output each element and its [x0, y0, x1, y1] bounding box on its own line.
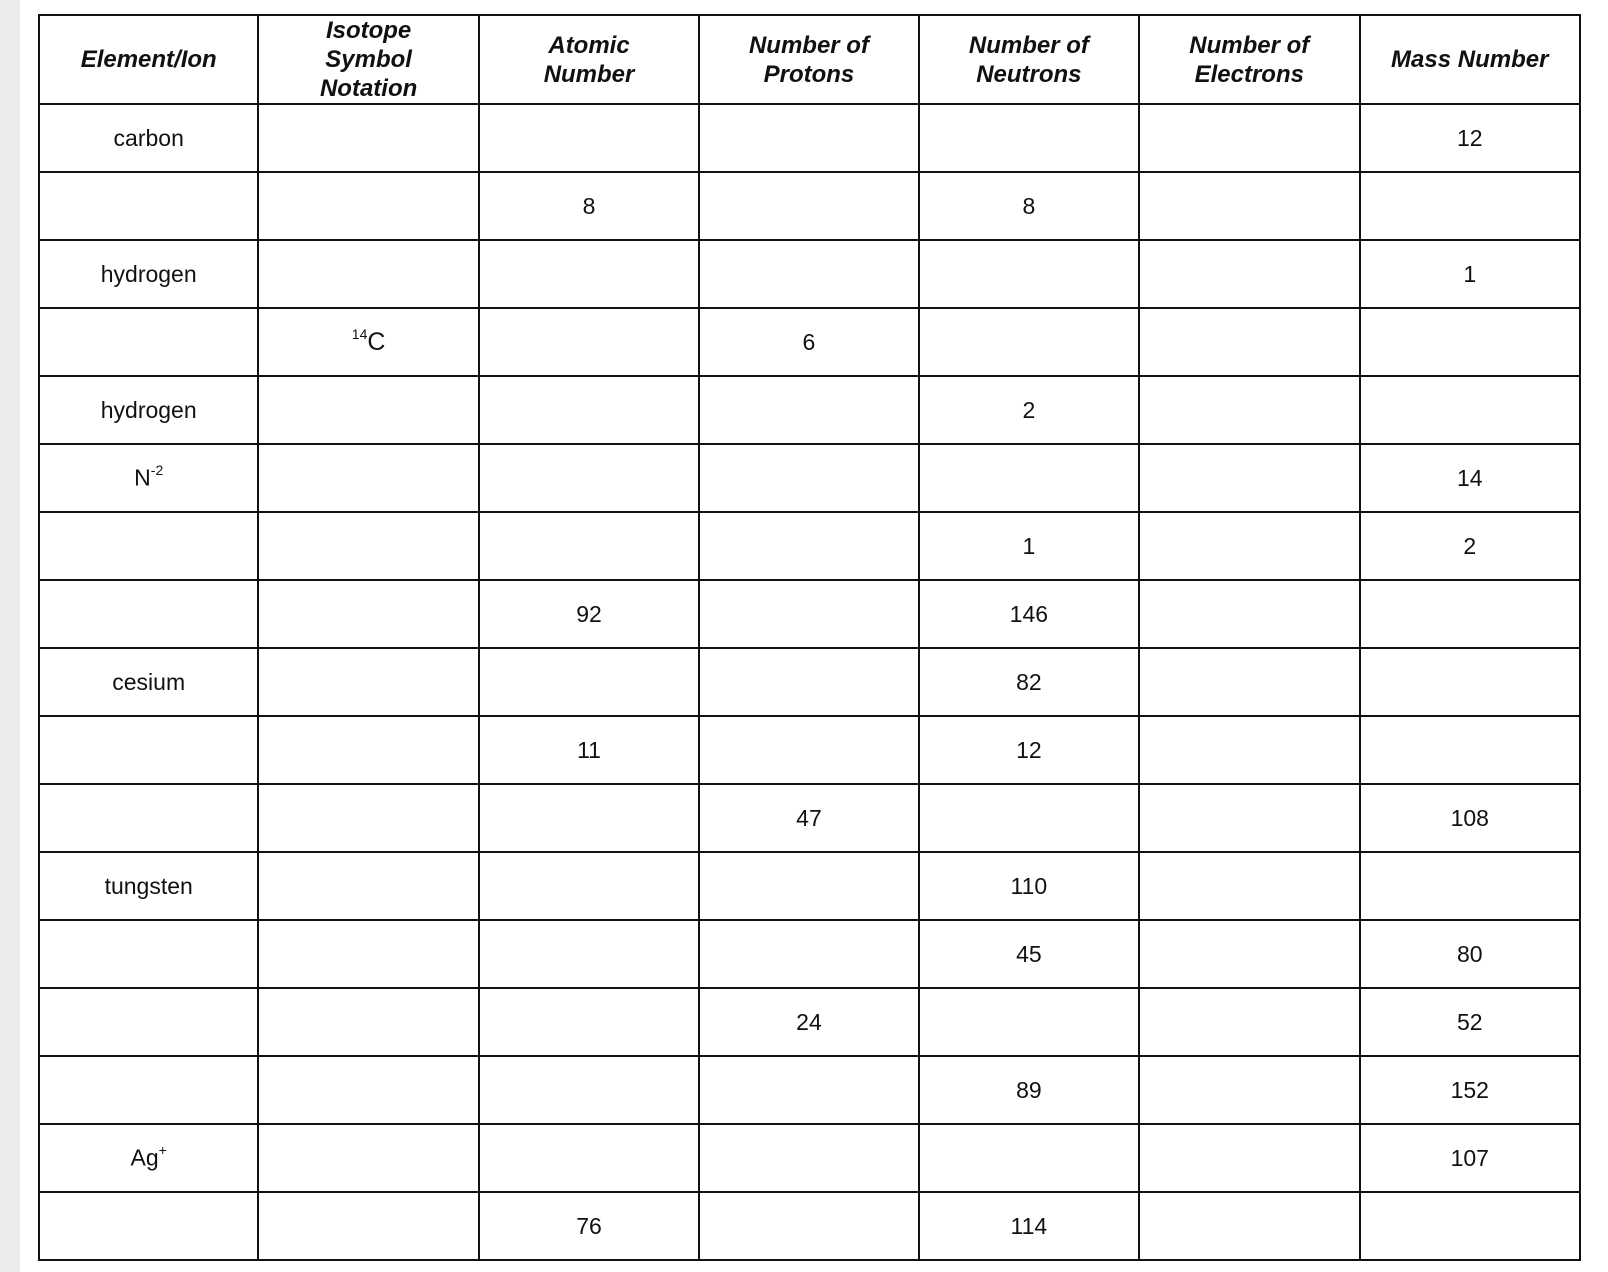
- cell-element[interactable]: [39, 784, 258, 852]
- cell-protons[interactable]: [699, 852, 918, 920]
- cell-isotope-symbol[interactable]: [258, 1056, 478, 1124]
- table-row: [39, 512, 1580, 580]
- table-row: [39, 1192, 1580, 1260]
- cell-element[interactable]: [39, 240, 258, 308]
- cell-atomic-number[interactable]: [479, 920, 699, 988]
- ion-charge: -2: [150, 462, 164, 479]
- cell-element[interactable]: [39, 172, 258, 240]
- cell-atomic-number[interactable]: [479, 1124, 699, 1192]
- cell-mass-number[interactable]: 12: [1360, 104, 1581, 172]
- cell-atomic-number[interactable]: 11: [479, 716, 699, 784]
- cell-element[interactable]: [39, 648, 258, 716]
- isotope-worksheet-table: [38, 14, 1581, 1261]
- table-row: [39, 716, 1580, 784]
- cell-protons[interactable]: [699, 1056, 918, 1124]
- cell-protons[interactable]: [699, 1124, 918, 1192]
- cell-electrons[interactable]: [1139, 1124, 1359, 1192]
- cell-protons[interactable]: [699, 1192, 918, 1260]
- cell-element[interactable]: [39, 104, 258, 172]
- element-name: tungsten: [104, 872, 193, 899]
- cell-atomic-number[interactable]: 76: [479, 1192, 699, 1260]
- cell-neutrons[interactable]: 146: [919, 580, 1139, 648]
- cell-isotope-symbol[interactable]: [258, 784, 478, 852]
- cell-mass-number[interactable]: 80: [1360, 920, 1581, 988]
- cell-atomic-number[interactable]: [479, 988, 699, 1056]
- table-row: [39, 1124, 1580, 1192]
- isotope-mass: 14: [351, 325, 368, 342]
- cell-mass-number[interactable]: 108: [1360, 784, 1581, 852]
- cell-isotope-symbol[interactable]: [258, 512, 478, 580]
- worksheet-page: [20, 0, 1608, 1272]
- cell-neutrons[interactable]: 45: [919, 920, 1139, 988]
- cell-mass-number[interactable]: [1360, 648, 1581, 716]
- element-name: hydrogen: [100, 260, 197, 287]
- table-row: [39, 648, 1580, 716]
- cell-neutrons[interactable]: 89: [919, 1056, 1139, 1124]
- cell-electrons[interactable]: [1139, 444, 1359, 512]
- cell-element[interactable]: [39, 1056, 258, 1124]
- cell-mass-number[interactable]: 2: [1360, 512, 1581, 580]
- element-name: N: [134, 464, 151, 491]
- cell-element[interactable]: [39, 920, 258, 988]
- cell-atomic-number[interactable]: [479, 784, 699, 852]
- cell-neutrons[interactable]: [919, 1124, 1139, 1192]
- cell-mass-number[interactable]: 14: [1360, 444, 1581, 512]
- cell-protons[interactable]: [699, 240, 918, 308]
- cell-electrons[interactable]: [1139, 648, 1359, 716]
- cell-neutrons[interactable]: 1: [919, 512, 1139, 580]
- cell-electrons[interactable]: [1139, 988, 1359, 1056]
- cell-neutrons[interactable]: [919, 988, 1139, 1056]
- cell-mass-number[interactable]: 52: [1360, 988, 1581, 1056]
- cell-mass-number[interactable]: [1360, 716, 1581, 784]
- header-atomic-number: Atomic Number: [479, 15, 699, 104]
- cell-protons[interactable]: [699, 648, 918, 716]
- cell-isotope-symbol[interactable]: [258, 920, 478, 988]
- cell-protons[interactable]: [699, 716, 918, 784]
- cell-mass-number[interactable]: [1360, 172, 1581, 240]
- cell-electrons[interactable]: [1139, 716, 1359, 784]
- cell-atomic-number[interactable]: [479, 444, 699, 512]
- cell-electrons[interactable]: [1139, 308, 1359, 376]
- cell-isotope-symbol[interactable]: [258, 308, 478, 376]
- cell-mass-number[interactable]: 152: [1360, 1056, 1581, 1124]
- cell-electrons[interactable]: [1139, 104, 1359, 172]
- cell-atomic-number[interactable]: 8: [479, 172, 699, 240]
- cell-atomic-number[interactable]: [479, 648, 699, 716]
- cell-element[interactable]: [39, 1124, 258, 1192]
- cell-electrons[interactable]: [1139, 240, 1359, 308]
- cell-atomic-number[interactable]: [479, 104, 699, 172]
- cell-protons[interactable]: 47: [699, 784, 918, 852]
- cell-element[interactable]: [39, 1192, 258, 1260]
- cell-neutrons[interactable]: [919, 308, 1139, 376]
- header-element: Element/Ion: [39, 15, 258, 104]
- element-name: Ag: [130, 1144, 159, 1171]
- cell-isotope-symbol[interactable]: [258, 1124, 478, 1192]
- table-row: [39, 376, 1580, 444]
- cell-protons[interactable]: 24: [699, 988, 918, 1056]
- cell-electrons[interactable]: [1139, 580, 1359, 648]
- cell-isotope-symbol[interactable]: [258, 104, 478, 172]
- cell-mass-number[interactable]: [1360, 580, 1581, 648]
- cell-protons[interactable]: 6: [699, 308, 918, 376]
- cell-element[interactable]: [39, 988, 258, 1056]
- cell-isotope-symbol[interactable]: [258, 852, 478, 920]
- cell-electrons[interactable]: [1139, 512, 1359, 580]
- cell-neutrons[interactable]: 114: [919, 1192, 1139, 1260]
- cell-isotope-symbol[interactable]: [258, 240, 478, 308]
- cell-element[interactable]: [39, 444, 258, 512]
- cell-neutrons[interactable]: 82: [919, 648, 1139, 716]
- cell-isotope-symbol[interactable]: [258, 376, 478, 444]
- header-mass-number: Mass Number: [1360, 15, 1581, 104]
- cell-isotope-symbol[interactable]: [258, 172, 478, 240]
- header-electrons: Number of Electrons: [1139, 15, 1359, 104]
- element-name: cesium: [112, 668, 186, 695]
- cell-mass-number[interactable]: [1360, 852, 1581, 920]
- cell-protons[interactable]: [699, 376, 918, 444]
- isotope-symbol: C: [367, 327, 386, 356]
- table-row: [39, 308, 1580, 376]
- ion-charge: +: [158, 1142, 167, 1159]
- cell-isotope-symbol[interactable]: [258, 444, 478, 512]
- cell-neutrons[interactable]: 110: [919, 852, 1139, 920]
- table-row: [39, 172, 1580, 240]
- cell-element[interactable]: [39, 376, 258, 444]
- header-isotope-symbol: Isotope Symbol Notation: [258, 15, 478, 104]
- cell-neutrons[interactable]: [919, 444, 1139, 512]
- cell-neutrons[interactable]: [919, 240, 1139, 308]
- cell-element[interactable]: [39, 512, 258, 580]
- cell-protons[interactable]: [699, 920, 918, 988]
- table-row: [39, 104, 1580, 172]
- table-row: [39, 444, 1580, 512]
- cell-electrons[interactable]: [1139, 1056, 1359, 1124]
- cell-protons[interactable]: [699, 172, 918, 240]
- cell-atomic-number[interactable]: [479, 376, 699, 444]
- cell-protons[interactable]: [699, 512, 918, 580]
- table-row: [39, 784, 1580, 852]
- header-row: [39, 15, 1580, 104]
- cell-isotope-symbol[interactable]: [258, 1192, 478, 1260]
- cell-isotope-symbol[interactable]: [258, 580, 478, 648]
- table-row: [39, 1056, 1580, 1124]
- table-row: [39, 920, 1580, 988]
- table-row: [39, 852, 1580, 920]
- cell-electrons[interactable]: [1139, 920, 1359, 988]
- cell-electrons[interactable]: [1139, 852, 1359, 920]
- cell-protons[interactable]: [699, 104, 918, 172]
- cell-isotope-symbol[interactable]: [258, 648, 478, 716]
- cell-protons[interactable]: [699, 580, 918, 648]
- cell-atomic-number[interactable]: 92: [479, 580, 699, 648]
- table-row: [39, 988, 1580, 1056]
- cell-mass-number[interactable]: 1: [1360, 240, 1581, 308]
- cell-atomic-number[interactable]: [479, 240, 699, 308]
- cell-neutrons[interactable]: 12: [919, 716, 1139, 784]
- cell-mass-number[interactable]: [1360, 376, 1581, 444]
- cell-mass-number[interactable]: [1360, 308, 1581, 376]
- cell-neutrons[interactable]: [919, 104, 1139, 172]
- table-body: [39, 104, 1580, 1260]
- table-row: [39, 580, 1580, 648]
- cell-electrons[interactable]: [1139, 784, 1359, 852]
- table-row: [39, 240, 1580, 308]
- cell-mass-number[interactable]: 107: [1360, 1124, 1581, 1192]
- header-neutrons: Number of Neutrons: [919, 15, 1139, 104]
- element-name: carbon: [113, 124, 184, 151]
- cell-element[interactable]: [39, 852, 258, 920]
- cell-element[interactable]: [39, 716, 258, 784]
- cell-isotope-symbol[interactable]: [258, 988, 478, 1056]
- cell-electrons[interactable]: [1139, 172, 1359, 240]
- cell-atomic-number[interactable]: [479, 1056, 699, 1124]
- cell-neutrons[interactable]: 8: [919, 172, 1139, 240]
- cell-atomic-number[interactable]: [479, 512, 699, 580]
- cell-atomic-number[interactable]: [479, 308, 699, 376]
- cell-mass-number[interactable]: [1360, 1192, 1581, 1260]
- cell-neutrons[interactable]: 2: [919, 376, 1139, 444]
- cell-electrons[interactable]: [1139, 1192, 1359, 1260]
- cell-element[interactable]: [39, 580, 258, 648]
- header-protons: Number of Protons: [699, 15, 918, 104]
- cell-electrons[interactable]: [1139, 376, 1359, 444]
- cell-isotope-symbol[interactable]: [258, 716, 478, 784]
- cell-element[interactable]: [39, 308, 258, 376]
- cell-neutrons[interactable]: [919, 784, 1139, 852]
- element-name: hydrogen: [100, 396, 197, 423]
- cell-atomic-number[interactable]: [479, 852, 699, 920]
- cell-protons[interactable]: [699, 444, 918, 512]
